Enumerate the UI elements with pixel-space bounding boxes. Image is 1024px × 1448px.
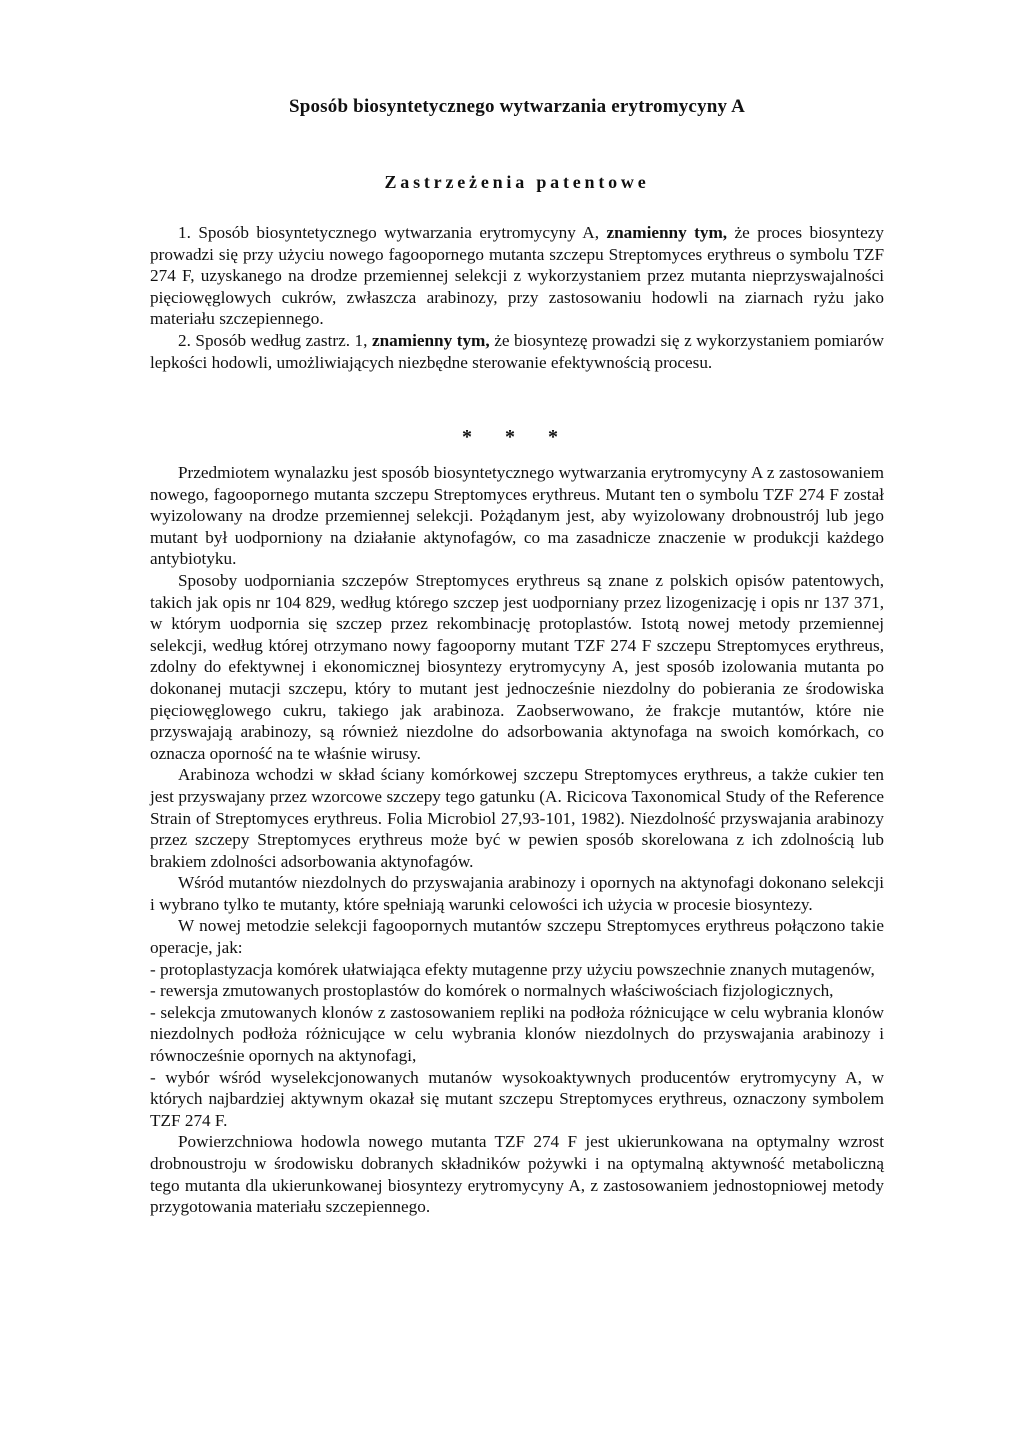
claims-section [150,222,884,373]
claim-2-text: że biosyntezę prowadzi się z wykorzystaniem pomiarów lepkości hodowli, umożliwiających niezbędne sterowanie efektywnością procesu. [150,330,885,372]
description-body [150,462,884,1218]
list-item: - selekcja zmutowanych klonów z zastosowaniem repliki na podłoża różnicujące w celu wybrania klonów niezdolnych podłoża różnicujące w celu wybrania klonów niezdolnych do przyswajania arabinozy i równocześnie opornych na aktynofagi, [150,1002,884,1066]
claim-1-lead: 1. Sposób biosyntetycznego wytwarzania erytromycyny A, [178,223,600,242]
paragraph: Arabinoza wchodzi w skład ściany komórkowej szczepu Streptomyces erythreus, a także cukier ten jest przyswajany przez wzorcowe szczepy tego gatunku (A. Ricicova Taxonomical Study of the Reference Strain of Streptomyces erythreus. Folia Microbiol 27,93-101, 1982). Niezdolność przyswajania arabinozy przez szczepy Streptomyces erythreus może być w pewien sposób skorelowana z ich zdolnością lub brakiem zdolności adsorbowania aktynofagów. [150,765,884,871]
claim-1-text: że proces biosyntezy prowadzi się przy użyciu nowego fagoopornego mutanta szczepu Streptomyces erythreus o symbolu TZF 274 F, uzyskanego na drodze przemiennej selekcji z wykorzystaniem przez mutanta nieprzyswajalności pięciowęglowych cukrów, zwłaszcza arabinozy, przy zastosowaniu hodowli na ziarnach ryżu jako materiału szczepiennego. [150,223,885,329]
list-item: - protoplastyzacja komórek ułatwiająca efekty mutagenne przy użyciu powszechnie znanych mutagenów, [150,959,875,979]
paragraph: Wśród mutantów niezdolnych do przyswajania arabinozy i opornych na aktynofagi dokonano selekcji i wybrano tylko te mutanty, które spełniają warunki celowości ich użycia w procesie biosyntezy. [150,873,884,914]
claim-2 [150,330,884,373]
section-separator: * * * [462,426,572,448]
paragraph: W nowej metodzie selekcji fagoopornych mutantów szczepu Streptomyces erythreus połączono takie operacje, jak: [150,916,884,958]
final-paragraph: Powierzchniowa hodowla nowego mutanta TZF 274 F jest ukierunkowana na optymalny wzrost drobnoustroju w środowisku dobranych składników pożywki i na optymalną aktywność metaboliczną tego mutanta dla ukierunkowanej biosyntezy erytromycyny A, z zastosowaniem jednostopniowej metody przygotowania materiału szczepiennego. [150,1132,884,1217]
list-item: - wybór wśród wyselekcjonowanych mutanów wysokoaktywnych producentów erytromycyny A, w których najbardziej aktywnym okazał się mutant szczepu Streptomyces erythreus, oznaczony symbolem TZF 274 F. [150,1067,884,1130]
claims-heading: Zastrzeżenia patentowe [384,172,650,192]
document-title: Sposób biosyntetycznego wytwarzania erytromycyny A [288,96,746,117]
list-item: - rewersja zmutowanych prostoplastów do komórek o normalnych właściwościach fizjologicznych, [150,981,834,1001]
paragraph: Przedmiotem wynalazku jest sposób biosyntetycznego wytwarzania erytromycyny A z zastosowaniem nowego, fagoopornego mutanta szczepu Streptomyces erythreus. Mutant ten o symbolu TZF 274 F został wyizolowany na drodze przemiennej selekcji. Pożądanym jest, aby wyizolowany drobnoustrój lub jego mutant był uodporniony na działanie aktynofagów, co ma zasadnicze znaczenie w produkcji każdego antybiotyku. [150,463,884,569]
claim-2-lead: 2. Sposób według zastrz. 1, [178,330,368,350]
claim-1-keyword: znamienny tym, [606,223,728,242]
claim-2-keyword: znamienny tym, [371,330,490,350]
paragraph: Sposoby uodporniania szczepów Streptomyces erythreus są znane z polskich opisów patentowych, takich jak opis nr 104 829, według którego szczep jest uodporniany przez lizogenizację i opis nr 137 371, w którym uodpornia się szczep przez rekombinację protoplastów. Istotą nowej metody przemiennej selekcji, według której otrzymano nowy fagooporny mutant TZF 274 F szczepu Streptomyces erythreus, zdolny do efektywnej i ekonomicznej biosyntezy erytromycyny A, jest sposób izolowania mutanta po dokonanej mutacji szczepu, który to mutant jest jednocześnie niezdolny do pobierania ze środowiska pięciowęglowego cukru, takiego jak arabinoza. Zaobserwowano, że frakcje mutantów, które nie przyswajają arabinozy, są również niezdolne do adsorbowania aktynofaga na swoich komórkach, co oznacza oporność na te właśnie wirusy. [150,570,884,763]
claim-1 [150,222,884,330]
